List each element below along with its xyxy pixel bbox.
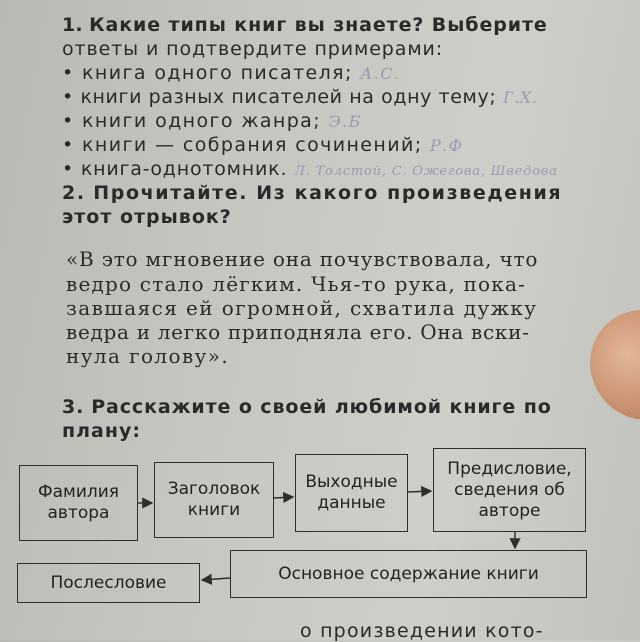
task1-item-3-handwritten-note: Э.Б	[328, 112, 362, 131]
task1-number: 1.	[62, 14, 83, 36]
task3-line-1: Расскажите о своей любимой книге по	[91, 396, 552, 418]
next-task-fragment: о произведении кото-	[300, 620, 544, 642]
task1-item-1-handwritten-note: А.С.	[360, 64, 401, 83]
quote-line-1: «В это мгновение она почувствовала, что	[66, 247, 539, 271]
box-main-content: Основное содержание книги	[230, 550, 587, 598]
quote-line-2: ведро стало лёгким. Чья-то рука, пока-	[66, 272, 527, 296]
task3-line-2: плану:	[62, 420, 141, 442]
task1-item-2-handwritten-note: Г.Х.	[502, 88, 538, 107]
task2-line-1: Прочитайте. Из какого произведения	[93, 182, 563, 204]
task3-number: 3.	[62, 396, 85, 418]
box-preface: Предисловие, сведения об авторе	[433, 448, 586, 532]
task1-item-3-text: • книги одного жанра;	[62, 110, 322, 132]
task2-line-2: этот отрывок?	[62, 206, 232, 228]
quote-line-5: нула голову».	[66, 344, 230, 368]
task1-title-continued: ответы и подтвердите примерами:	[62, 38, 444, 60]
quote-line-4: ведра и легко приподняла его. Она вски-	[66, 320, 530, 344]
task1-item-5-text: • книга-однотомник.	[62, 158, 288, 180]
box-book-title: Заголовок книги	[154, 462, 274, 538]
arrow-content-to-afterword	[202, 578, 230, 580]
task1-item-4-text: • книги — собрания сочинений;	[62, 134, 423, 156]
task1-item-1-text: • книга одного писателя;	[62, 62, 353, 84]
box-author-name: Фамилия автора	[19, 465, 138, 541]
arrow-imprint-to-preface	[408, 491, 431, 492]
task1-item-4-handwritten-note: Р.Ф	[429, 136, 464, 155]
task1-item-2-text: • книги разных писателей на одну тему;	[62, 86, 497, 108]
task1-item-5-handwritten-note: Л. Толстой, С. Ожегова, Шведова	[294, 164, 558, 179]
arrow-title-to-imprint	[274, 497, 293, 498]
box-afterword: Послесловие	[17, 563, 200, 603]
task2-number: 2.	[62, 182, 86, 204]
task1-title: Какие типы книг вы знаете? Выберите	[89, 14, 548, 36]
quote-line-3: завшаяся ей огромной, схватила дужку	[66, 296, 538, 320]
box-imprint: Выходные данные	[295, 454, 408, 532]
